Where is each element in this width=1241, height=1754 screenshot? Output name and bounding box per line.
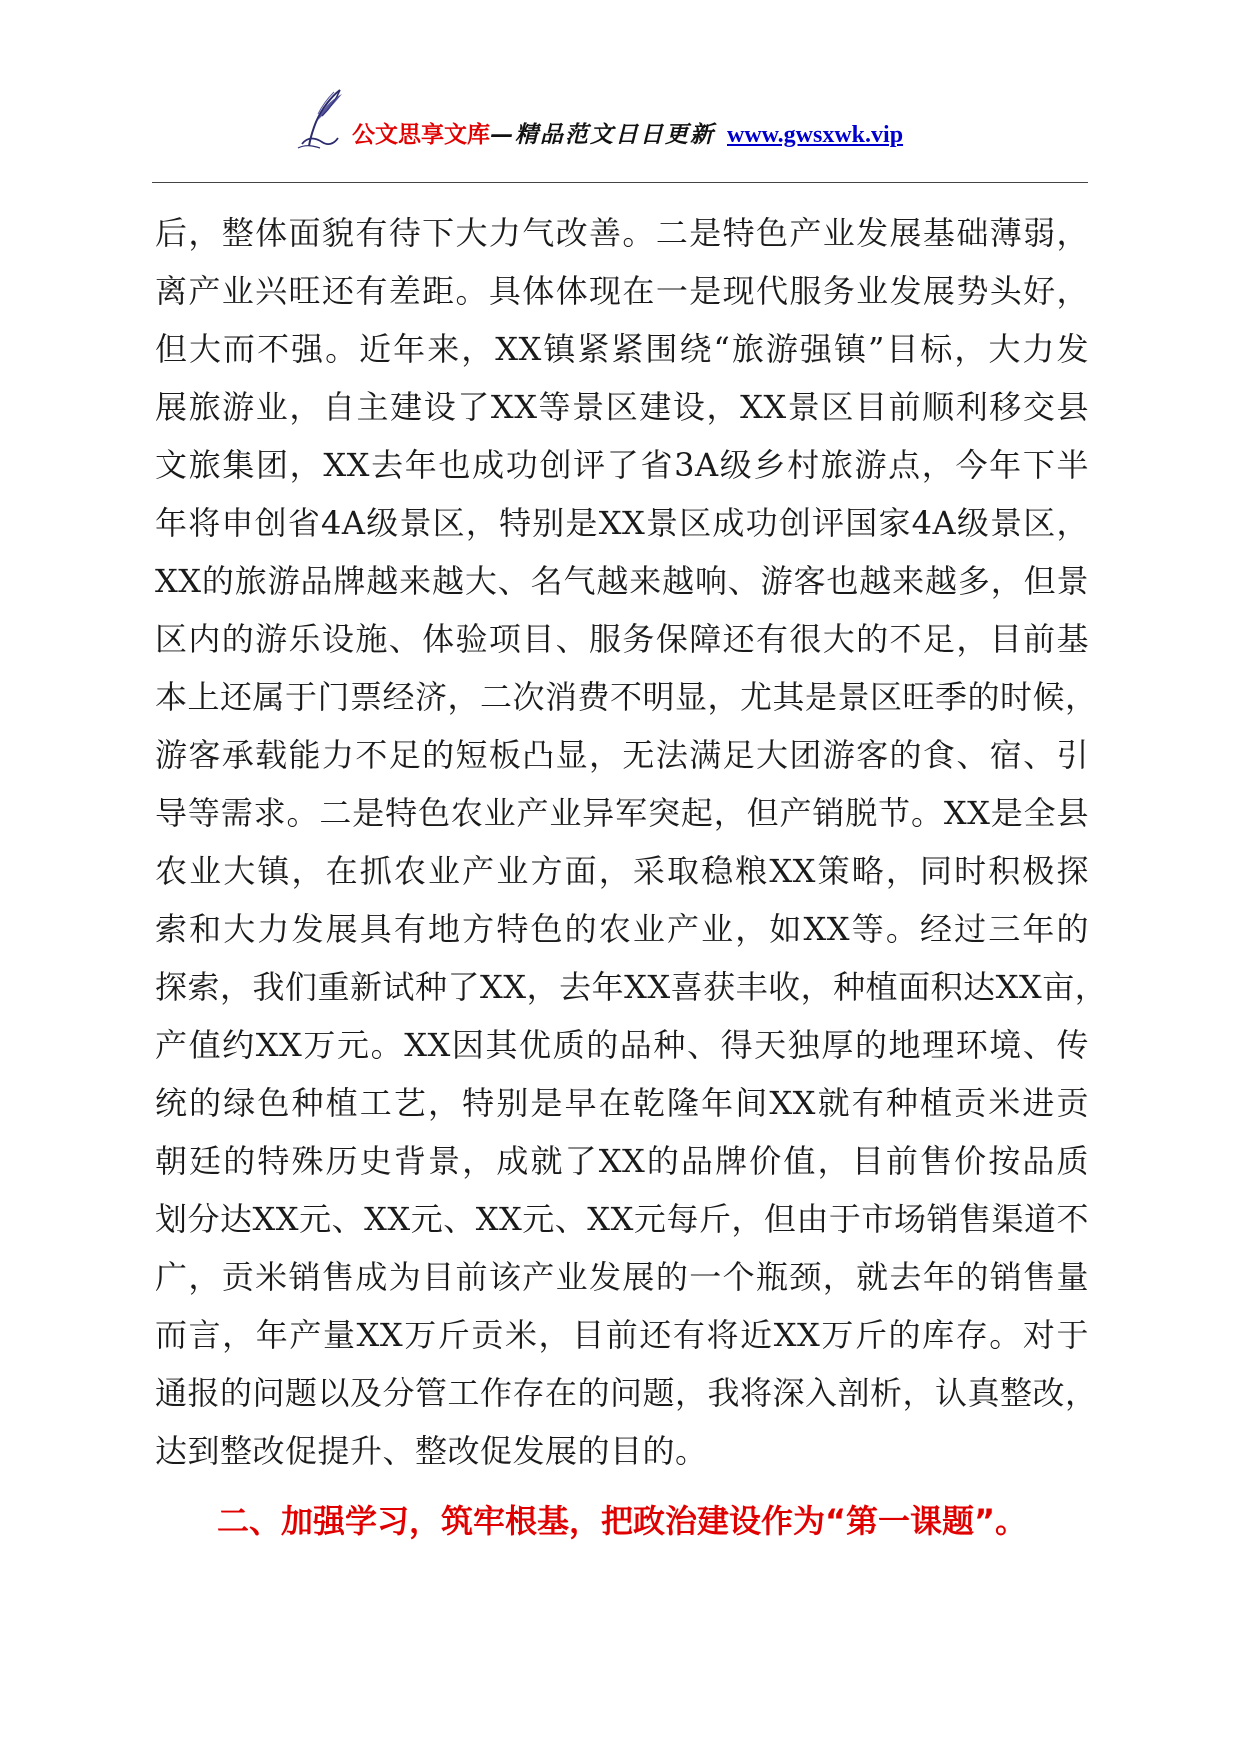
text-line: 探索，我们重新试种了XX，去年XX喜获丰收，种植面积达XX亩， bbox=[155, 968, 1108, 1006]
text-line: 但大而不强。近年来，XX镇紧紧围绕“旅游强镇”目标，大力发 bbox=[155, 330, 1089, 368]
text-line: 展旅游业，自主建设了XX等景区建设，XX景区目前顺利移交县 bbox=[155, 388, 1089, 426]
text-line: 农业大镇，在抓农业产业方面，采取稳粮XX策略，同时积极探 bbox=[155, 852, 1089, 890]
body-paragraph bbox=[155, 204, 1108, 1480]
brand-name: 公文思享文库 bbox=[352, 121, 490, 148]
text-line: XX的旅游品牌越来越大、名气越来越响、游客也越来越多，但景 bbox=[155, 562, 1089, 600]
text-line: 通报的问题以及分管工作存在的问题，我将深入剖析，认真整改， bbox=[155, 1374, 1098, 1412]
header-divider bbox=[152, 182, 1088, 183]
text-line: 后，整体面貌有待下大力气改善。二是特色产业发展基础薄弱， bbox=[155, 214, 1089, 252]
text-line: 文旅集团，XX去年也成功创评了省3A级乡村旅游点，今年下半 bbox=[155, 446, 1089, 484]
site-url-link[interactable]: www.gwsxwk.vip bbox=[727, 122, 904, 148]
header-banner bbox=[352, 120, 903, 150]
text-line: 达到整改促提升、整改促发展的目的。 bbox=[155, 1432, 708, 1470]
text-line: 而言，年产量XX万斤贡米，目前还有将近XX万斤的库存。对于 bbox=[155, 1316, 1089, 1354]
text-line: 划分达XX元、XX元、XX元、XX元每斤，但由于市场销售渠道不 bbox=[155, 1200, 1089, 1238]
text-line: 本上还属于门票经济，二次消费不明显，尤其是景区旺季的时候， bbox=[155, 678, 1098, 716]
section-heading: 二、加强学习，筑牢根基，把政治建设作为“第一课题”。 bbox=[216, 1502, 1028, 1540]
page-header bbox=[0, 78, 1241, 158]
text-line: 广，贡米销售成为目前该产业发展的一个瓶颈，就去年的销售量 bbox=[155, 1258, 1089, 1296]
text-line: 导等需求。二是特色农业产业异军突起，但产销脱节。XX是全县 bbox=[155, 794, 1089, 832]
header-tagline: —精品范文日日更新 bbox=[490, 121, 715, 148]
text-line: 索和大力发展具有地方特色的农业产业，如XX等。经过三年的 bbox=[155, 910, 1089, 948]
text-line: 游客承载能力不足的短板凸显，无法满足大团游客的食、宿、引 bbox=[155, 736, 1089, 774]
text-line: 年将申创省4A级景区，特别是XX景区成功创评国家4A级景区， bbox=[155, 504, 1089, 542]
text-line: 离产业兴旺还有差距。具体体现在一是现代服务业发展势头好， bbox=[155, 272, 1089, 310]
quill-pen-icon bbox=[292, 86, 354, 150]
text-line: 产值约XX万元。XX因其优质的品种、得天独厚的地理环境、传 bbox=[155, 1026, 1089, 1064]
text-line: 统的绿色种植工艺，特别是早在乾隆年间XX就有种植贡米进贡 bbox=[155, 1084, 1089, 1122]
text-line: 区内的游乐设施、体验项目、服务保障还有很大的不足，目前基 bbox=[155, 620, 1089, 658]
text-line: 朝廷的特殊历史背景，成就了XX的品牌价值，目前售价按品质 bbox=[155, 1142, 1089, 1180]
